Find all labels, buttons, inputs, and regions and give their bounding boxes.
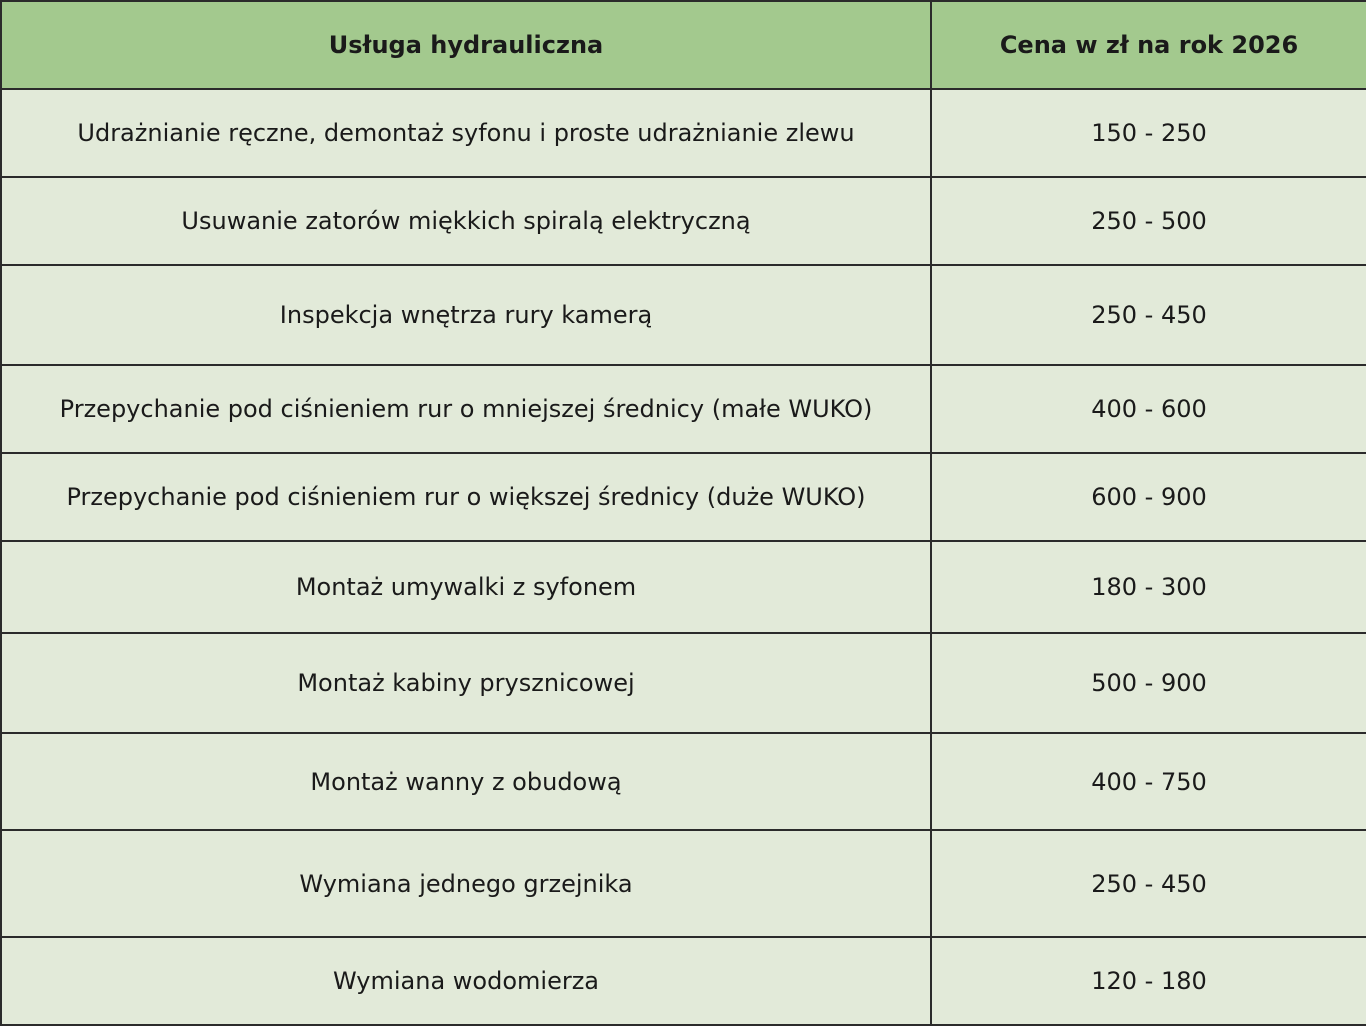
price-cell: 120 - 180 [931, 937, 1366, 1025]
price-cell: 500 - 900 [931, 633, 1366, 733]
price-cell: 150 - 250 [931, 89, 1366, 177]
table-row [1, 633, 1366, 733]
table-header [1, 1, 1366, 89]
price-cell: 400 - 750 [931, 733, 1366, 830]
header-row [1, 1, 1366, 89]
service-cell: Usuwanie zatorów miękkich spiralą elektryczną [1, 177, 931, 265]
table-row [1, 453, 1366, 541]
price-cell: 180 - 300 [931, 541, 1366, 633]
service-cell: Montaż kabiny prysznicowej [1, 633, 931, 733]
header-price: Cena w zł na rok 2026 [931, 1, 1366, 89]
table-row [1, 89, 1366, 177]
service-cell: Przepychanie pod ciśnieniem rur o mniejszej średnicy (małe WUKO) [1, 365, 931, 453]
service-cell: Udrażnianie ręczne, demontaż syfonu i proste udrażnianie zlewu [1, 89, 931, 177]
price-cell: 600 - 900 [931, 453, 1366, 541]
service-cell: Montaż wanny z obudową [1, 733, 931, 830]
table-row [1, 265, 1366, 365]
table-row [1, 541, 1366, 633]
service-cell: Wymiana jednego grzejnika [1, 830, 931, 937]
table-row [1, 177, 1366, 265]
price-cell: 250 - 500 [931, 177, 1366, 265]
service-cell: Montaż umywalki z syfonem [1, 541, 931, 633]
service-cell: Inspekcja wnętrza rury kamerą [1, 265, 931, 365]
table-row [1, 733, 1366, 830]
service-cell: Wymiana wodomierza [1, 937, 931, 1025]
table-row [1, 937, 1366, 1025]
table-row [1, 830, 1366, 937]
price-cell: 250 - 450 [931, 830, 1366, 937]
price-cell: 400 - 600 [931, 365, 1366, 453]
table-row [1, 365, 1366, 453]
price-cell: 250 - 450 [931, 265, 1366, 365]
header-service: Usługa hydrauliczna [1, 1, 931, 89]
service-cell: Przepychanie pod ciśnieniem rur o większej średnicy (duże WUKO) [1, 453, 931, 541]
table-body [1, 89, 1366, 1025]
